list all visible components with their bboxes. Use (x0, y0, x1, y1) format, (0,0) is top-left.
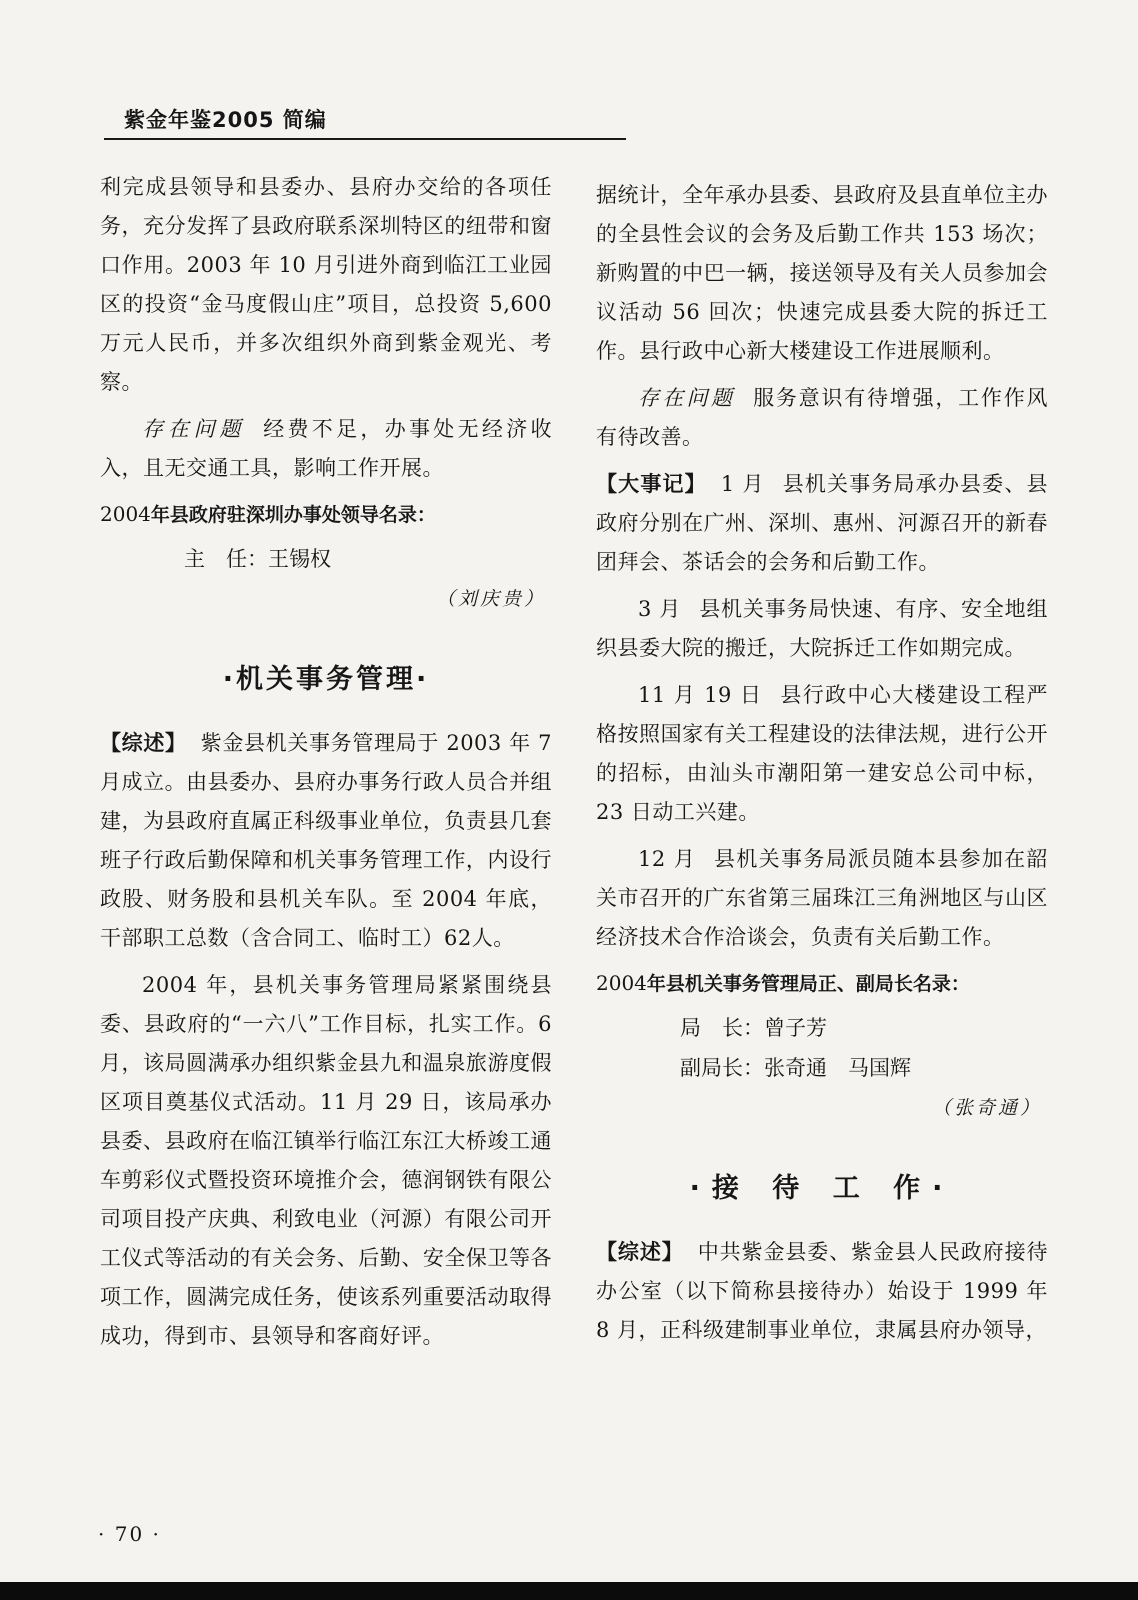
left-list-title: 2004年县政府驻深圳办事处领导名录： (100, 502, 436, 526)
scan-edge-bar (0, 1582, 1138, 1600)
section-title-affairs: ·机关事务管理· (222, 664, 430, 695)
left-paragraph-2: 2004 年，县机关事务管理局紧紧围绕县委、县政府的“一六八”工作目标，扎实工作。6 月，该局圆满承办组织紫金县九和温泉旅游度假区项目奠基仪式活动。11 月 29 日，该局承办县委、县政府在临江镇举行临江东江大桥竣工通车剪彩仪式暨投资环境推介会，德润钢铁有限公司项目投产庆典、利致电业（河源）有限公司开工仪式等活动的有关会务、后勤、安全保卫等各项工作，圆满完成任务，使该系列重要活动取得成功，得到市、县领导和客商好评。 (100, 973, 552, 1348)
header-rule (104, 138, 626, 140)
event-3: 11 月 19 日 县行政中心大楼建设工程严格按照国家有关工程建设的法律法规，进行公开的招标，由汕头市潮阳第一建安总公司中标，23 日动工兴建。 (596, 683, 1048, 824)
problem-text: 经费不足，办事处无经济收入，且无交通工具，影响工作开展。 (100, 417, 553, 480)
event-1: 【大事记】 1 月 县机关事务局承办县委、县政府分别在广州、深圳、惠州、河源召开的新春团拜会、茶话会的会务和后勤工作。 (596, 472, 1049, 574)
director-row: 局 长：曾子芳 (680, 1016, 827, 1040)
page-number: · 70 · (98, 1522, 161, 1546)
right-problem-paragraph: 存在问题 服务意识有待增强，工作作风有待改善。 (596, 386, 1048, 449)
overview-tag: 【综述】 (596, 1240, 684, 1264)
left-overview-paragraph: 【综述】 紫金县机关事务管理局于 2003 年 7 月成立。由县委办、县府办事务行政人员合并组建，为县政府直属正科级事业单位，负责县几套班子行政后勤保障和机关事务管理工作，内设行政股、财务股和县机关车队。至 2004 年底，干部职工总数（含合同工、临时工）62人。 (100, 731, 552, 950)
deputy-row: 副局长：张奇通 马国辉 (680, 1056, 911, 1080)
events-tag: 【大事记】 (596, 472, 707, 496)
problem-label: 存在问题 (638, 386, 736, 410)
author-credit-1: （刘庆贵） (435, 588, 546, 610)
problem-label: 存在问题 (142, 417, 246, 441)
author-credit-2: （张奇通） (931, 1097, 1042, 1119)
right-column (596, 176, 1048, 1358)
right-overview-paragraph: 【综述】 中共紫金县委、紫金县人民政府接待办公室（以下简称县接待办）始设于 1999 年 8 月，正科级建制事业单位，隶属县府办领导， (596, 1240, 1049, 1342)
left-paragraph-1: 利完成县领导和县委办、县府办交给的各项任务，充分发挥了县政府联系深圳特区的纽带和窗口作用。2003 年 10 月引进外商到临江工业园区的投资“金马度假山庄”项目，总投资 5,600万元人民币，并多次组织外商到紫金观光、考察。 (100, 175, 552, 394)
overview-tag: 【综述】 (100, 731, 187, 755)
running-header-title: 紫金年鉴2005 简编 (124, 108, 327, 132)
right-paragraph-1: 据统计，全年承办县委、县政府及县直单位主办的全县性会议的会务及后勤工作共 153 场次；新购置的中巴一辆，接送领导及有关人员参加会议活动 56 回次；快速完成县委大院的拆迁工作。县行政中心新大楼建设工作进展顺利。 (596, 183, 1048, 363)
left-problem-paragraph (100, 410, 552, 488)
event-4: 12 月 县机关事务局派员随本县参加在韶关市召开的广东省第三届珠江三角洲地区与山区经济技术合作洽谈会，负责有关后勤工作。 (596, 847, 1049, 949)
right-list-title: 2004年县机关事务管理局正、副局长名录： (596, 971, 970, 995)
section-title-reception: ·接 待 工 作· (689, 1173, 955, 1204)
event-2: 3 月 县机关事务局快速、有序、安全地组织县委大院的搬迁，大院拆迁工作如期完成。 (596, 597, 1048, 660)
left-column (100, 168, 552, 1364)
director-row: 主 任：王锡权 (184, 547, 331, 571)
